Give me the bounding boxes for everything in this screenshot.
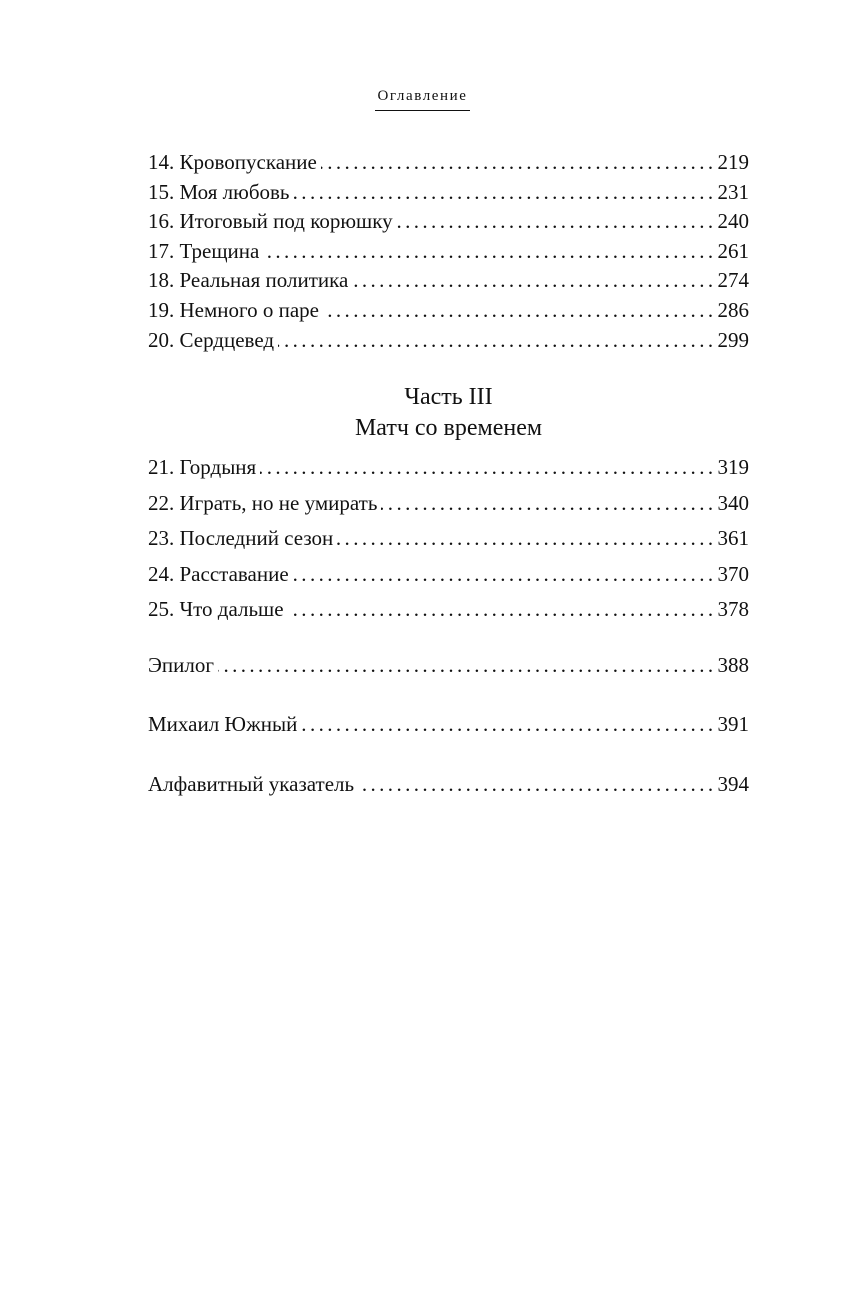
toc-entry-title: 15. Моя любовь (148, 179, 290, 204)
toc-entry[interactable] (148, 592, 749, 628)
dot-leader (293, 557, 717, 593)
dot-leader (294, 178, 717, 208)
dot-leader (323, 296, 717, 326)
part-heading (0, 382, 845, 444)
toc-entry-page: 388 (717, 653, 749, 677)
toc-entry-title: 25. Что дальше (148, 597, 284, 621)
toc-entry[interactable] (148, 296, 749, 326)
dot-leader (260, 450, 716, 486)
toc-index (148, 770, 749, 800)
running-head (0, 88, 845, 111)
dot-leader (278, 326, 716, 356)
toc-entry-page: 340 (717, 490, 749, 515)
dot-leader (358, 770, 716, 800)
toc-entry-page: 274 (717, 268, 749, 293)
toc-entry-title: 23. Последний сезон (148, 526, 334, 550)
toc-afterword (148, 710, 749, 740)
toc-entry[interactable] (148, 557, 749, 593)
toc-entry[interactable] (148, 521, 749, 557)
toc-entry-title: 20. Сердцевед (148, 327, 275, 352)
dot-leader (263, 237, 716, 267)
toc-epilogue (148, 651, 749, 681)
toc-entry-page: 394 (717, 772, 749, 796)
dot-leader (337, 521, 716, 557)
dot-leader (288, 592, 717, 628)
toc-entry[interactable] (148, 486, 749, 522)
dot-leader (321, 148, 717, 178)
toc-entry-title: 24. Расставание (148, 561, 289, 586)
toc-entry[interactable] (148, 178, 749, 208)
toc-entry[interactable] (148, 770, 749, 800)
toc-entry[interactable] (148, 450, 749, 486)
toc-entry-page: 299 (717, 327, 749, 352)
dot-leader (397, 207, 717, 237)
toc-entry-title: 17. Трещина (148, 238, 260, 263)
part-title: Матч со временем (354, 415, 543, 441)
toc-entry[interactable] (148, 326, 749, 356)
toc-entry-page: 240 (717, 209, 749, 234)
toc-entry-page: 261 (717, 238, 749, 263)
toc-entry[interactable] (148, 266, 749, 296)
toc-entry-page: 231 (717, 179, 749, 204)
toc-entry[interactable] (148, 148, 749, 178)
toc-entry-title: Эпилог (148, 653, 214, 677)
toc-entry-page: 219 (717, 150, 749, 174)
toc-part3-list (148, 450, 749, 628)
toc-entry-title: 21. Гордыня (148, 455, 257, 479)
toc-entry-page: 319 (717, 455, 749, 479)
toc-entry[interactable] (148, 710, 749, 740)
toc-part2-list (148, 148, 749, 355)
toc-entry-title: 14. Кровопускание (148, 150, 317, 174)
part-label: Часть III (404, 384, 493, 410)
toc-entry-page: 361 (717, 526, 749, 550)
toc-entry-page: 286 (717, 297, 749, 322)
toc-entry-page: 378 (717, 597, 749, 621)
toc-entry-page: 370 (717, 561, 749, 586)
toc-entry-title: Алфавитный указатель (148, 772, 355, 796)
toc-entry[interactable] (148, 207, 749, 237)
toc-entry-title: 19. Немного о паре (148, 297, 319, 322)
dot-leader (301, 710, 716, 740)
toc-entry-title: Михаил Южный (148, 712, 298, 736)
toc-entry-title: 16. Итоговый под корюшку (148, 209, 393, 234)
dot-leader (218, 651, 717, 681)
toc-entry-page: 391 (717, 712, 749, 736)
running-head-text: Оглавление (375, 88, 469, 111)
toc-entry-title: 18. Реальная политика (148, 268, 349, 293)
toc-entry[interactable] (148, 237, 749, 267)
dot-leader (381, 486, 716, 522)
toc-entry[interactable] (148, 651, 749, 681)
toc-entry-title: 22. Играть, но не умирать (148, 490, 378, 515)
dot-leader (352, 266, 716, 296)
